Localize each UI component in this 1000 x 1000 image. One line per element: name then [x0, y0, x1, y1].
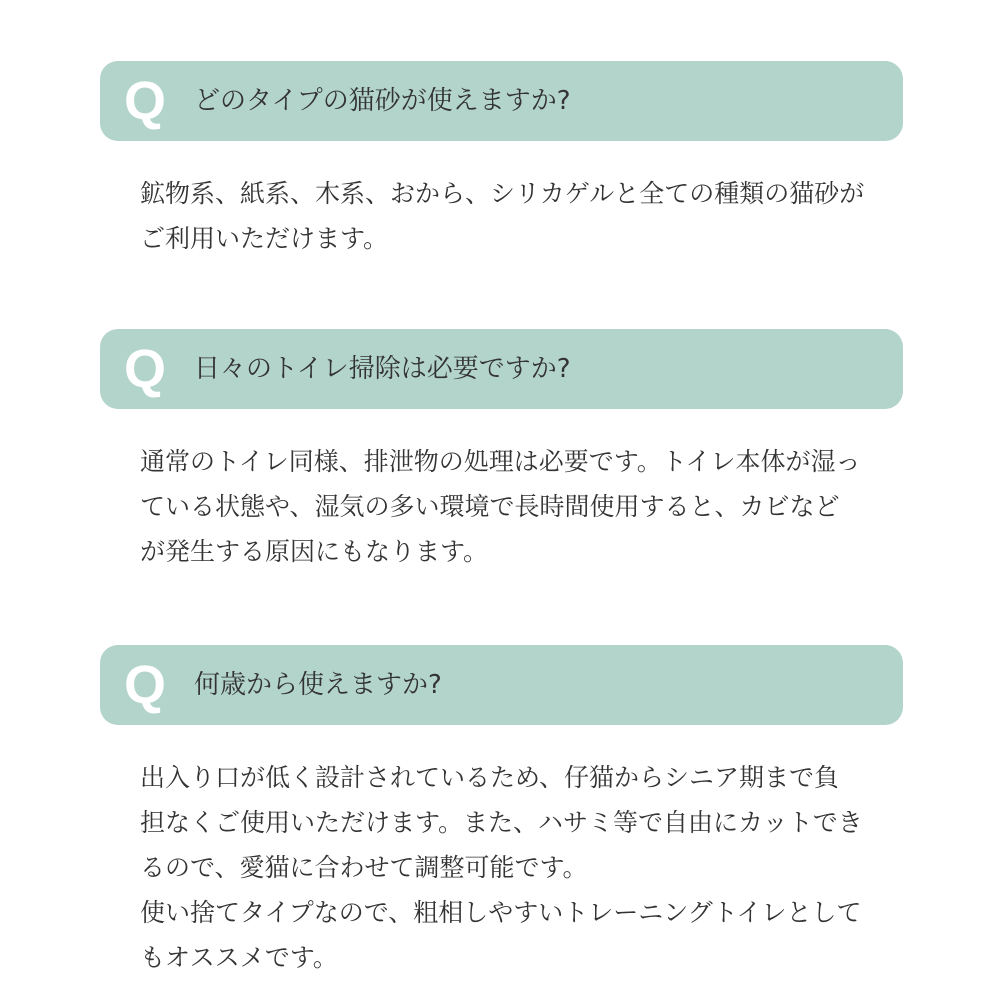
question-text: 何歳から使えますか?	[194, 670, 442, 700]
answer-line: 鉱物系、紙系、木系、おから、シリカゲルと全ての種類の猫砂が	[140, 179, 865, 208]
faq-item-1	[100, 61, 903, 261]
answer-line: 担なくご使用いただけます。また、ハサミ等で自由にカットでき	[140, 808, 863, 837]
question-text: どのタイプの猫砂が使えますか?	[194, 86, 571, 116]
answer-line: もオススメです。	[140, 943, 338, 972]
question-text: 日々のトイレ掃除は必要ですか?	[194, 354, 571, 384]
answer-line: が発生する原因にもなります。	[140, 537, 489, 566]
answer-line: ご利用いただけます。	[140, 224, 389, 253]
answer-line: 出入り口が低く設計されているため、仔猫からシニア期まで負	[140, 763, 840, 792]
q-mark-icon: Q	[124, 71, 167, 131]
q-mark-icon: Q	[124, 339, 167, 399]
answer-line: 使い捨てタイプなので、粗相しやすいトレーニングトイレとして	[140, 898, 862, 927]
answer	[140, 439, 900, 574]
question-bar	[100, 61, 903, 141]
q-mark-icon: Q	[124, 655, 167, 715]
answer-line: ている状態や、湿気の多い環境で長時間使用すると、カビなど	[140, 492, 840, 521]
answer	[140, 171, 900, 261]
faq-item-2	[100, 329, 903, 574]
question-bar	[100, 645, 903, 725]
faq-item-3	[100, 645, 903, 980]
question-bar	[100, 329, 903, 409]
answer-line: 通常のトイレ同様、排泄物の処理は必要です。トイレ本体が湿っ	[140, 447, 861, 476]
answer-line: るので、愛猫に合わせて調整可能です。	[140, 853, 588, 882]
answer	[140, 755, 900, 980]
